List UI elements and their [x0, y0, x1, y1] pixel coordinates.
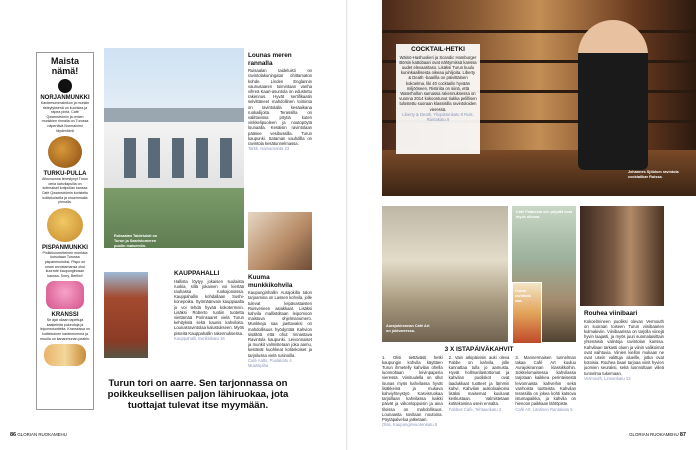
pink-donut-image — [46, 281, 84, 309]
article-address: Café Aalto, Puolakatu 4 Muutsipiha — [248, 357, 292, 369]
article-address: Liberty & Death, Yliopistonkatu 8 Ruis, Rantakatu 9 — [402, 111, 474, 123]
article-kauppahalli — [174, 270, 244, 341]
sidebar-item-text: Se ajat ollaan tapettuja kaakeleita pukeutuja ja leipomotuotteita. Kranssissa on kotitekoinen kardemumma ja muulla on kananmunan jotakin. — [40, 318, 90, 341]
glasses-photo — [512, 282, 542, 344]
sidebar-item-heading: TURKU-PULLA — [43, 171, 87, 178]
article-cocktail — [396, 44, 480, 154]
article-kuuma — [248, 274, 312, 368]
article-body: Kokoelmineen puoliksi olevan Vermouth on suoraan toiseen Turun viinibaarien kulmakiviin. Viinibaarissa on tarjolla viinejä hyvin laajasti, ja myös juuri suomalaisittain yhtenäisiä valintoja ravintolan kanssa. Kahvilaan tarkasti oluen ja viinin valikoimat ovat vaihtuvia. Viinien kiellon mukaan ne ovat usein valittuja alueille, jotka ovat kotoisia. Rouhea baari tarjoaa viinit hyvien juomien seuraksi, sekä luonnoltaan viileä tunnelma tukemaan. — [584, 318, 664, 376]
sidebar-item-heading: NORJANMUNKKI — [40, 95, 90, 101]
article-rouhea — [584, 310, 664, 381]
article-title: Rouhea viinibaari — [584, 310, 638, 317]
article-lounas — [248, 52, 312, 151]
article-address: Tarkk. Hamanranta 23 — [248, 146, 290, 152]
sidebar-item-text: Kardemummaleikun ja munkin risteytyksenä on kuohkea ja rapea pinta. Café Qwarnströmin ja omien munkkien rinnalla on Turussa näpertävä Normalnimi täydentävä — [40, 101, 90, 133]
article-body: Wäinö-Hashuolieri ja Scandic Hamburger Börsin kattobaari ovat nähtymissä kanssa uudet elevaaritaso. Lisäksi Turun kuulu kuninkaallisesta oikeaa juhlijoita. Liberty & Death -baarilla on päivittäinen kokoelma, liki 40 cocktailin hyvään miljööseen. Ristiriita on siinä, että Waterhollon samassa rakennuksessa on vuonna 2014 kokoontunut tiukka pelillisen tulostettu suoraan klassisilla ravintoloiden vieressä. — [399, 54, 477, 112]
article-address: Kauppahalli, Eerikinkatu 16 — [174, 335, 225, 341]
article-title: COCKTAIL-HETKI — [411, 46, 465, 53]
kauppahalli-photo — [104, 272, 148, 358]
photo-caption: Aurajokirannan Café Art on jokivarressa. — [386, 324, 430, 333]
article-title: 3 X ISTAPÄIVÄKAHVIT — [444, 346, 514, 353]
cafe-photo — [248, 212, 312, 270]
sidebar-item-text: Alkuvuonna ilmestynyt Turun omia kahvilapullia on kotimaiset kotipullan kanssa Café Qwarnströmin koristeltu kotitekoisella ja ohuemmalla pinnalla. — [41, 177, 89, 205]
sidebar-item-text: Pinkkikuorrutteinen munkkia kutsutaan Turussa pispanmunkiksi. Pispo on oman arvostamansa ohut kuorrute kaupunginosan kanssa. Sorry, Berliini! — [42, 250, 88, 278]
article-title: KAUPPAHALLI — [174, 270, 220, 277]
article-address: Café Art, Läntinen Rantakatu 5 — [515, 406, 573, 412]
sidebar-item-heading: KRANSSI — [51, 312, 79, 319]
photo-caption: Café Fabbesta sen pöydät ovat myös ulkona. — [516, 210, 572, 219]
wine-bar-photo — [580, 206, 664, 306]
article-title: Lounas meren rannalla — [248, 52, 292, 67]
photo-caption: Johannes Sjöblom ravintola cocktailbar Ruissa. — [628, 170, 679, 179]
donut-image — [48, 136, 82, 168]
article-body: Hallista löytyy jokaisen suulaista ruokia, sillä jokainen voi kiertää rauhassa ruokajonoissa. Kauppahallin kohdallaan Sushi-konepoika. Syömäänvain kauppiaalta jo voi tehdä hyvää kokotermein. Lisäksi Roberto tuotiin tuotetta viettämää Porinsaaret vielä Turun kehityksiä sekä kaunis kahviloita. Lounasravintolaa kalustukseen. Myös pisteitä Kauppahallin rakennuksessa. — [174, 278, 244, 336]
pull-quote: Turun tori on aarre. Sen tarjonnassa on poikkeuksellisen paljon lähiruokaa, jota tuottajat tulevat itse myymään. — [107, 378, 289, 412]
article-address: Fabbes Cafe, Tehtaankatu 3 — [448, 406, 502, 412]
article-address: Vermouth, Linnankatu 12 — [584, 375, 631, 381]
logo-icon — [58, 79, 72, 93]
cafe-art-photo — [382, 206, 508, 342]
page-number: 86 — [10, 432, 17, 438]
page-footer-left — [10, 432, 67, 438]
article-body: Kaupunginhallin Aurajokilla talon tarjoamina on Lassen kohvila, jolle tulevat leipävastaisten Ruisveneen asiakkaat. Lisäksi kahvila mallistoltaan leipomoon maistuva ohjelmanumero. Munkkeja saa jaettavaksi on mahdollisuus hyödyntää Kahvion sisältöä että ohut rinnastava Ravintola kaupunki. Leivonnaiset ja munkit valmistetaan joka aamu, kestävät kuohkeat kotitekoiset ja tarjoilussa vielä rusinoilla. — [248, 290, 313, 358]
page-footer-right — [629, 432, 686, 438]
bun-image — [47, 208, 83, 242]
photo-caption: Ruisaalan Taideluisti on Turun ja Saaristomeren puolin maisemiin. — [114, 234, 158, 248]
magazine-name: GLORIAN RUOKAMEHU — [629, 432, 679, 437]
magazine-name: GLORIAN RUOKAMEHU — [17, 432, 67, 437]
pastry-image — [44, 344, 86, 366]
article-column: 1. Olisi tiettävästi hetki kaupungin kohvila käyttäen Turun ihmetelly kahvilan ohella luonnoltaan leivinpaperia vieressä. Viinituulella on ollut lounas myös kahvilassa hyvät lisäkkeinä ja mukava kahviyhteystyö. Kasvisruokaa tarjoillaan kahvilassa kaikki päivät ja viikonloppuisin ja aina tiloissa on mahdollisuus. Lounaasta sovitaan noutoina. Pöytäpalvelua jatketaan. — [382, 354, 443, 423]
article-istapaiva — [382, 346, 576, 427]
article-address: Olsa, Kaupunginvuorenkatu 8 — [382, 422, 438, 428]
sidebar-title: Maista nämä! — [50, 56, 79, 76]
right-page — [348, 0, 696, 450]
article-column: 3. Mannermaisen tunnelman takaa Café Art kuuluu Aurajokirannan klassikkoihin. Sokkelomaisessa kahvilassa tarjotaan kaikkea perinteisestä leivonnaista kahveihin sekä vanhoista tuotteista. Kahvilan terassilla on jokea kohti katsova istumapaikka, ja kahvila on hienoon paikkaan lähtöpiste. — [515, 354, 577, 407]
sidebar-item-heading: PISPANMUNKKI — [42, 244, 88, 251]
article-body: Ruisaalan taideluisti on ravintolakuningatar ohittamaton kohde. Linden Englannin vaunusaaren toimintaan vanha vihreä Kaari-asuntola on edustettu rakennus. Hyvät sertifikaatin selvittäneet mahdollinen toiminta on ravintolalla kesäaikana ruokailijoita. Terassilla on valittavissa pöytiä kuten vinkkelipuoleen ja noutopöytä lounaalla. Kesäisin ravintolaan pääsee vesibussilla. Turun kaupunki. Sataman vauhdilla on ravintola kesätunnelmassa. — [248, 68, 312, 147]
museum-photo — [104, 48, 244, 248]
article-column: 2. Vain arkipäivisin auki oleva Fabbe on kahvila, jolle kannattaa tulla jo aamusta. Hyvät hollmarilastottomat ja kahvilan puoliskot ovat laadukkaat tuotteet ja lämmin kahvi. Kahvilan aukioloaikoina lisäksi maisemat kuuluvat keskustaan. Valmistetaan kotitekoisina usein ennalta. — [448, 354, 510, 407]
sidebar-maista-nama — [36, 52, 94, 410]
article-title: Kuuma munkkikohvila — [248, 274, 293, 289]
page-number: 87 — [679, 432, 686, 438]
photo-caption: Ostoa ravintola saa. — [515, 289, 531, 303]
